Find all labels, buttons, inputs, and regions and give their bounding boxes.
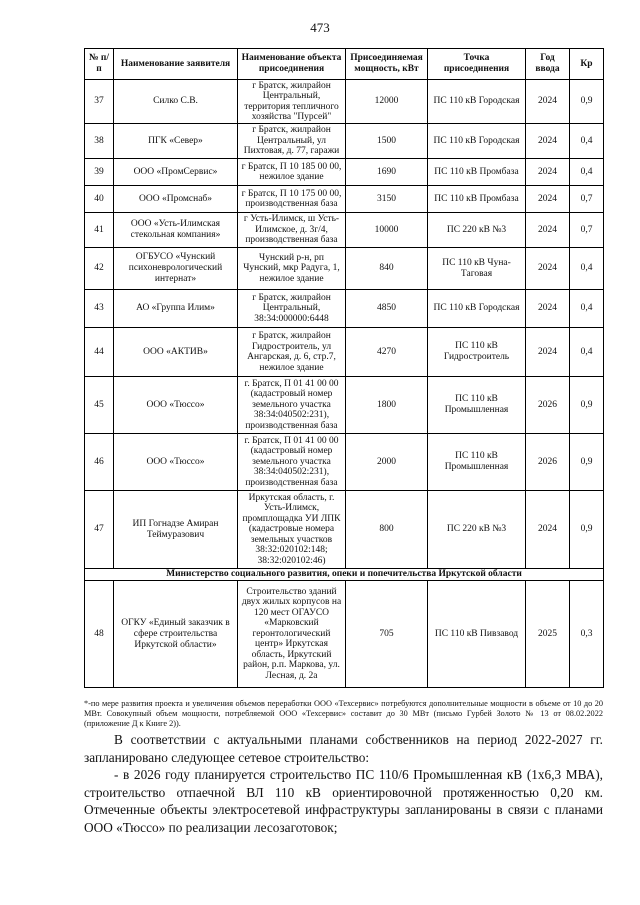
cell-applicant: ООО «Тюссо» — [114, 434, 238, 491]
cell-num: 40 — [85, 186, 114, 213]
cell-num: 42 — [85, 248, 114, 290]
cell-object: г. Братск, П 01 41 00 00 (кадастровый номер земельного участка 38:34:040502:231), производственная база — [238, 434, 346, 491]
table-row — [85, 213, 604, 248]
cell-year: 2024 — [526, 124, 570, 159]
page-number: 473 — [310, 20, 330, 35]
cell-power: 1690 — [346, 159, 428, 186]
cell-applicant: ООО «Промснаб» — [114, 186, 238, 213]
connections-table — [84, 48, 604, 688]
header-year: Год ввода — [526, 49, 570, 80]
cell-kr: 0,9 — [570, 434, 604, 491]
header-object: Наименование объекта присоединения — [238, 49, 346, 80]
cell-applicant: Силко С.В. — [114, 80, 238, 124]
cell-year: 2024 — [526, 213, 570, 248]
header-point: Точка присоединения — [428, 49, 526, 80]
cell-year: 2026 — [526, 377, 570, 434]
cell-point: ПС 110 кВ Городская — [428, 80, 526, 124]
cell-point: ПС 220 кВ №3 — [428, 213, 526, 248]
cell-point: ПС 110 кВ Промбаза — [428, 159, 526, 186]
cell-object: г Братск, П 10 175 00 00, производственная база — [238, 186, 346, 213]
cell-applicant: АО «Группа Илим» — [114, 290, 238, 328]
cell-applicant: ООО «Тюссо» — [114, 377, 238, 434]
cell-num: 45 — [85, 377, 114, 434]
cell-kr: 0,4 — [570, 159, 604, 186]
cell-num: 38 — [85, 124, 114, 159]
cell-num: 47 — [85, 491, 114, 569]
table-row — [85, 80, 604, 124]
cell-power: 705 — [346, 581, 428, 688]
cell-kr: 0,4 — [570, 124, 604, 159]
table-row — [85, 124, 604, 159]
cell-applicant: ООО «ПромСервис» — [114, 159, 238, 186]
cell-power: 12000 — [346, 80, 428, 124]
paragraph-item: - в 2026 году планируется строительство ПС 110/6 Промышленная кВ (1х6,3 МВА), строительство отпаечной ВЛ 110 кВ ориентировочной протяженностью 0,20 км. Отмеченные объекты электросетевой инфраструктуры запланированы в связи с планами ООО «Тюссо» по реализации лесозаготовок; — [84, 767, 603, 835]
cell-object: г Братск, жилрайон Центральный, 38:34:000000:6448 — [238, 290, 346, 328]
cell-year: 2024 — [526, 491, 570, 569]
table-row — [85, 186, 604, 213]
cell-applicant: ОГБУСО «Чунский психоневрологический интернат» — [114, 248, 238, 290]
cell-power: 1500 — [346, 124, 428, 159]
cell-applicant: ПГК «Север» — [114, 124, 238, 159]
cell-year: 2025 — [526, 581, 570, 688]
table-row — [85, 328, 604, 377]
cell-point: ПС 110 кВ Промышленная — [428, 377, 526, 434]
cell-power: 1800 — [346, 377, 428, 434]
table-row — [85, 377, 604, 434]
section-row — [85, 569, 604, 581]
cell-num: 39 — [85, 159, 114, 186]
cell-point: ПС 110 кВ Промышленная — [428, 434, 526, 491]
cell-year: 2024 — [526, 290, 570, 328]
cell-year: 2024 — [526, 159, 570, 186]
header-power: Присоединяемая мощность, кВт — [346, 49, 428, 80]
cell-kr: 0,4 — [570, 290, 604, 328]
cell-kr: 0,4 — [570, 328, 604, 377]
cell-num: 46 — [85, 434, 114, 491]
section-title: Министерство социального развития, опеки и попечительства Иркутской области — [85, 569, 604, 581]
header-applicant: Наименование заявителя — [114, 49, 238, 80]
table-row — [85, 159, 604, 186]
table-row — [85, 290, 604, 328]
paragraph-intro: В соответствии с актуальными планами собственников на период 2022-2027 гг. запланировано следующее сетевое строительство: — [84, 732, 603, 765]
table-header-row — [85, 49, 604, 80]
cell-point: ПС 110 кВ Городская — [428, 290, 526, 328]
cell-point: ПС 110 кВ Городская — [428, 124, 526, 159]
table-row — [85, 581, 604, 688]
cell-power: 800 — [346, 491, 428, 569]
cell-power: 4270 — [346, 328, 428, 377]
cell-kr: 0,7 — [570, 213, 604, 248]
cell-point: ПС 220 кВ №3 — [428, 491, 526, 569]
footnote: *-по мере развития проекта и увеличения объемов переработки ООО «Техсервис» потребуются дополнительные мощности в объеме от 10 до 20 МВт. Совокупный объем мощности, потребляемой ООО «Техсервис» составит до 30 МВт (письмо Гурбей Золото № 13 от 08.02.2022 (приложение Д к Книге 2)). — [84, 699, 603, 728]
cell-num: 44 — [85, 328, 114, 377]
cell-point: ПС 110 кВ Чуна-Таговая — [428, 248, 526, 290]
cell-kr: 0,4 — [570, 248, 604, 290]
cell-object: г Братск, жилрайон Центральный, территория тепличного хозяйства "Пурсей" — [238, 80, 346, 124]
cell-power: 2000 — [346, 434, 428, 491]
cell-num: 48 — [85, 581, 114, 688]
cell-object: г. Братск, П 01 41 00 00 (кадастровый номер земельного участка 38:34:040502:231), производственная база — [238, 377, 346, 434]
cell-num: 43 — [85, 290, 114, 328]
cell-year: 2024 — [526, 248, 570, 290]
cell-object: г Братск, жилрайон Гидростроитель, ул Ангарская, д. 6, стр.7, нежилое здание — [238, 328, 346, 377]
cell-kr: 0,9 — [570, 377, 604, 434]
cell-object: г Усть-Илимск, ш Усть-Илимское, д. 3г/4, производственная база — [238, 213, 346, 248]
cell-power: 10000 — [346, 213, 428, 248]
cell-object: г Братск, П 10 185 00 00, нежилое здание — [238, 159, 346, 186]
table-row — [85, 248, 604, 290]
cell-applicant: ОГКУ «Единый заказчик в сфере строительства Иркутской области» — [114, 581, 238, 688]
cell-kr: 0,9 — [570, 80, 604, 124]
cell-power: 3150 — [346, 186, 428, 213]
cell-power: 840 — [346, 248, 428, 290]
header-kr: Кр — [570, 49, 604, 80]
cell-applicant: ООО «АКТИВ» — [114, 328, 238, 377]
header-num: № п/п — [85, 49, 114, 80]
cell-kr: 0,9 — [570, 491, 604, 569]
cell-point: ПС 110 кВ Гидростроитель — [428, 328, 526, 377]
cell-applicant: ИП Гогнадзе Амиран Теймуразович — [114, 491, 238, 569]
cell-num: 41 — [85, 213, 114, 248]
cell-object: Строительство зданий двух жилых корпусов на 120 мест ОГАУСО «Марковский геронтологический центр» Иркутская область, Иркутский район, р.п. Маркова, ул. Лесная, д. 2а — [238, 581, 346, 688]
cell-point: ПС 110 кВ Промбаза — [428, 186, 526, 213]
cell-year: 2024 — [526, 80, 570, 124]
cell-point: ПС 110 кВ Пивзавод — [428, 581, 526, 688]
table-row — [85, 434, 604, 491]
cell-kr: 0,3 — [570, 581, 604, 688]
cell-kr: 0,7 — [570, 186, 604, 213]
cell-power: 4850 — [346, 290, 428, 328]
cell-num: 37 — [85, 80, 114, 124]
cell-applicant: ООО «Усть-Илимская стекольная компания» — [114, 213, 238, 248]
cell-object: Чунский р-н, рп Чунский, мкр Радуга, 1, нежилое здание — [238, 248, 346, 290]
cell-object: Иркутская область, г. Усть-Илимск, промплощадка УИ ЛПК (кадастровые номера земельных участков 38:32:020102:148; 38:32:020102:46) — [238, 491, 346, 569]
table-row — [85, 491, 604, 569]
cell-object: г Братск, жилрайон Центральный, ул Пихтовая, д. 77, гаражи — [238, 124, 346, 159]
cell-year: 2024 — [526, 328, 570, 377]
cell-year: 2026 — [526, 434, 570, 491]
cell-year: 2024 — [526, 186, 570, 213]
